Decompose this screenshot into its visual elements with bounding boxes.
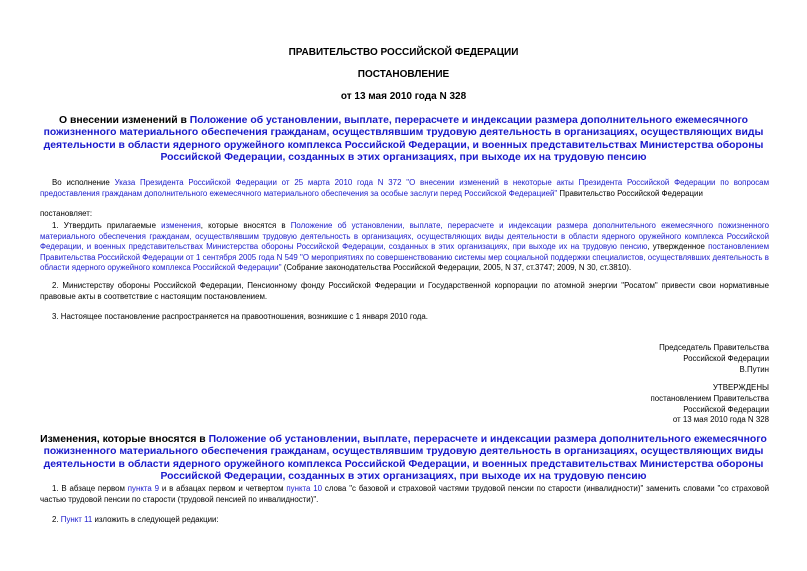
change-2-text-a: 2. xyxy=(52,515,61,524)
changes-link[interactable]: изменения xyxy=(161,221,201,230)
item-1-text-b: , которые вносятся в xyxy=(200,221,291,230)
preamble-prefix: Во исполнение xyxy=(52,178,115,187)
change-2 xyxy=(40,515,769,526)
change-1-text-c: слова "с базовой и страховой частями трудовой пенсии по старости (инвалидности)" заменить словами "со страховой частью трудовой пенсии по старости (трудовой пенсией по инвалидности)". xyxy=(40,484,769,504)
preamble xyxy=(40,178,769,199)
item-2: 2. Министерству обороны Российской Федерации, Пенсионному фонду Российской Федерации и Государственной корпорации по атомной энергии "Росатом" привести свои нормативные правовые акты в соответствие с настоящим постановлением. xyxy=(40,281,769,301)
point-11-link[interactable]: Пункт 11 xyxy=(60,515,93,524)
item-3: 3. Настоящее постановление распространяется на правоотношения, возникшие с 1 января 2010 года. xyxy=(52,312,428,321)
changes-title-regulation-link[interactable]: Положение об установлении, выплате, перерасчете и индексации размера дополнительного ежемесячного пожизненного материального обеспечения гражданам, осуществлявшим трудовую деятельность в организациях, осуществляющих виды деятельности в области ядерного оружейного комплекса Российской Федерации, и военных представительствах Министерства обороны Российской Федерации, созданных в этих организациях, при выходе их на трудовую пенсию xyxy=(43,434,767,483)
signature-block xyxy=(509,343,769,375)
presidential-decree-link[interactable]: Указа Президента Российской Федерации от 25 марта 2010 года N 372 "О внесении изменений в некоторые акты Президента Российской Федерации по вопросам предоставления гражданам дополнительного ежемесячного материального обеспечения за особые заслуги перед Российской Федерацией" xyxy=(40,178,769,198)
document-type: ПОСТАНОВЛЕНИЕ xyxy=(357,69,450,80)
approval-block xyxy=(509,383,769,426)
preamble-suffix: Правительство Российской Федерации xyxy=(557,188,703,198)
document-date-number: от 13 мая 2010 года N 328 xyxy=(340,91,467,102)
item-1-text-c: , утвержденное xyxy=(647,242,709,252)
approval-date: от 13 мая 2010 года N 328 xyxy=(672,415,769,425)
change-2-text-b: изложить в следующей редакции: xyxy=(92,515,219,524)
signature-name: В.Путин xyxy=(739,364,769,374)
regulation-link[interactable]: Положение об установлении, выплате, перерасчете и индексации размера дополнительного ежемесячного пожизненного материального обеспечения гражданам, осуществлявшим трудовую деятельность в организациях, осуществляющих виды деятельности в области ядерного оружейного комплекса Российской Федерации, и военных представительствах Министерства обороны Российской Федерации, созданных в этих организациях, при выходе их на трудовую пенсию xyxy=(40,221,769,252)
approval-country: Российской Федерации xyxy=(683,404,769,414)
document-title xyxy=(40,115,767,165)
title-prefix: О внесении изменений в xyxy=(58,115,190,126)
government-heading: ПРАВИТЕЛЬСТВО РОССИЙСКОЙ ФЕДЕРАЦИИ xyxy=(288,47,519,58)
approval-by: постановлением Правительства xyxy=(650,393,769,403)
point-9-link[interactable]: пункта 9 xyxy=(127,484,160,493)
item-1 xyxy=(40,221,769,274)
point-10-link[interactable]: пункта 10 xyxy=(286,484,323,493)
signature-country: Российской Федерации xyxy=(683,353,769,363)
change-1 xyxy=(40,484,769,505)
changes-title-prefix: Изменения, которые вносятся в xyxy=(40,434,209,445)
change-1-text-a: 1. В абзаце первом xyxy=(52,484,128,493)
signature-title: Председатель Правительства xyxy=(659,343,769,352)
change-1-text-b: и в абзацах первом и четвертом xyxy=(159,484,287,493)
approval-word: УТВЕРЖДЕНЫ xyxy=(712,383,769,392)
resolution-549-link[interactable]: постановлением Правительства Российской Федерации от 1 сентября 2005 года N 549 "О мероприятиях по совершенствованию системы мер социальной поддержки специалистов, осуществлявших деятельность в области ядерного оружейного комплекса Российской Федерации" xyxy=(40,242,769,273)
title-regulation-link[interactable]: Положение об установлении, выплате, перерасчете и индексации размера дополнительного ежемесячного пожизненного материального обеспечения гражданам, осуществлявшим трудовую деятельность в организациях, осуществляющих виды деятельности в области ядерного оружейного комплекса Российской Федерации, и военных представительствах Министерства обороны Российской Федерации, созданных в этих организациях, при выходе их на трудовую пенсию xyxy=(43,115,764,164)
item-1-text-d: (Собрание законодательства Российской Федерации, 2005, N 37, ст.3747; 2009, N 30, ст.3810). xyxy=(281,263,632,273)
changes-title xyxy=(40,434,767,484)
decrees-word: постановляет: xyxy=(40,209,93,218)
item-1-text-a: 1. Утвердить прилагаемые xyxy=(52,221,162,230)
